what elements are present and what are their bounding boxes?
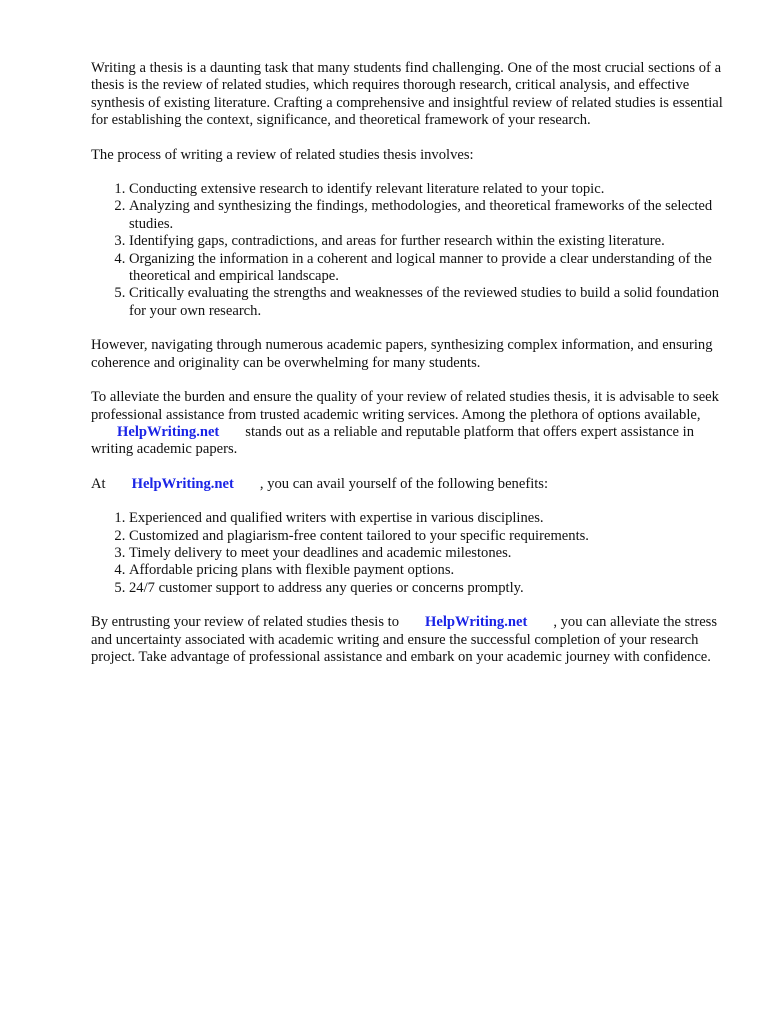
list-item: 1. Conducting extensive research to identify relevant literature related to your topic. [129,181,731,198]
helpwriting-link[interactable]: HelpWriting.net [425,614,528,631]
benefits-intro-after: , you can avail yourself of the following benefits: [259,475,549,492]
list-item: 5. Critically evaluating the strengths and weaknesses of the reviewed studies to build a solid foundation for your own research. [129,285,731,320]
closing-paragraph [91,614,731,666]
list-item: 4. Organizing the information in a coherent and logical manner to provide a clear understanding of the theoretical and empirical landscape. [129,251,731,286]
challenge-paragraph: However, navigating through numerous academic papers, synthesizing complex information, and ensuring coherence and originality can be overwhelming for many students. [91,337,713,371]
helpwriting-link[interactable]: HelpWriting.net [131,475,234,492]
assist-paragraph [91,389,731,459]
list-item: 5. 24/7 customer support to address any queries or concerns promptly. [129,580,731,597]
closing-text-before: By entrusting your review of related studies thesis to [91,614,400,631]
benefits-list [91,510,731,597]
list-item: 1. Experienced and qualified writers with expertise in various disciplines. [129,510,731,527]
process-intro: The process of writing a review of related studies thesis involves: [91,146,474,163]
list-item: 2. Analyzing and synthesizing the findings, methodologies, and theoretical frameworks of the selected studies. [129,198,731,233]
list-item: 4. Affordable pricing plans with flexible payment options. [129,562,731,579]
list-item: 3. Timely delivery to meet your deadlines and academic milestones. [129,545,731,562]
list-item: 3. Identifying gaps, contradictions, and areas for further research within the existing literature. [129,233,731,250]
assist-text-before: To alleviate the burden and ensure the quality of your review of related studies thesis, it is advisable to seek professional assistance from trusted academic writing services. Among the plethora of options available, [91,389,719,423]
helpwriting-link[interactable]: HelpWriting.net [117,423,220,440]
process-steps-list [91,181,731,320]
benefits-intro-before: At [91,475,106,492]
closing-text-after: , you can alleviate the stress and uncertainty associated with academic writing and ensure the successful completion of your research project. Take advantage of professional assistance and embark on your academic journey with confidence. [91,614,718,665]
list-item: 2. Customized and plagiarism-free content tailored to your specific requirements. [129,528,731,545]
assist-text-after: stands out as a reliable and reputable platform that offers expert assistance in writing academic papers. [91,423,695,458]
intro-paragraph: Writing a thesis is a daunting task that many students find challenging. One of the most crucial sections of a thesis is the review of related studies, which requires thorough research, critical analysis, and effective synthesis of existing literature. Crafting a comprehensive and insightful review of related studies is essential for establishing the context, significance, and theoretical framework of your research. [91,60,723,129]
document-page [91,60,731,683]
benefits-intro [91,476,731,493]
